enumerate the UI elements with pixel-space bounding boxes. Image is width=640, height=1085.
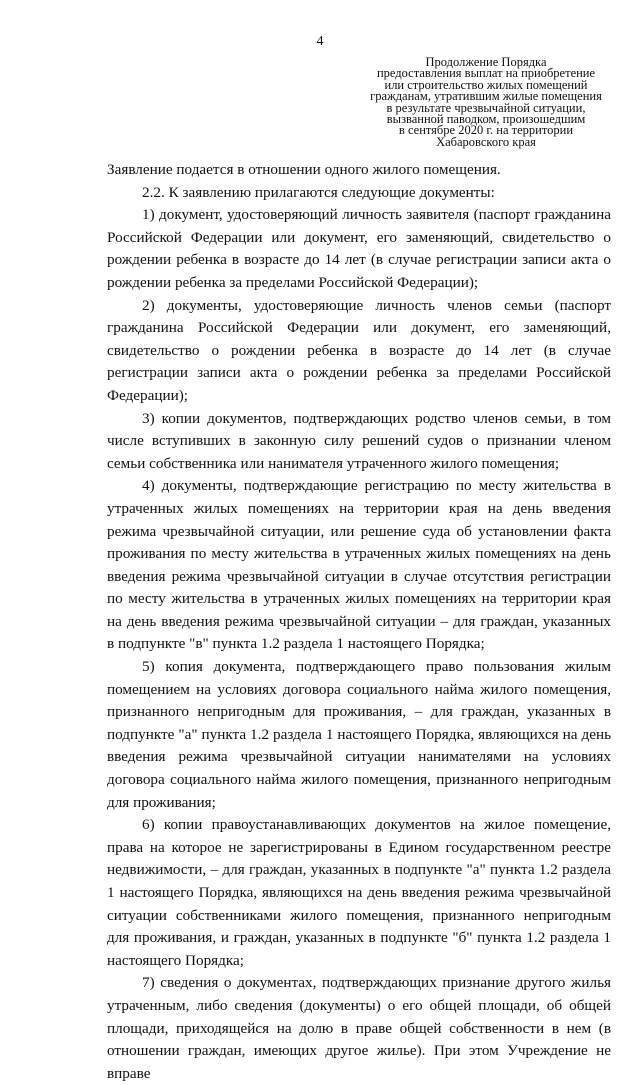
paragraph-item-5: 5) копия документа, подтверждающего право пользования жилым помещением на условиях договора социального найма жилого помещения, признанного непригодным для проживания, – для граждан, указанных в подпункте "а" пункта 1.2 раздела 1 настоящего Порядка, являющихся на день введения режима чрезвычайной ситуации нанимателями на условиях договора социального найма жилого помещения, признанного непригодным для проживания;	[107, 658, 611, 811]
page-number: 4	[316, 34, 324, 49]
header-line: вызванной паводком, произошедшим	[386, 112, 586, 127]
paragraph-item-2: 2) документы, удостоверяющие личность членов семьи (паспорт гражданина Российской Федерации или документ, его заменяющий, свидетельство о рождении ребенка в возрасте до 14 лет (в случае регистрации записи акта о рождении ребенка за пределами Российской Федерации);	[107, 296, 611, 404]
paragraph-item-4: 4) документы, подтверждающие регистрацию по месту жительства в утраченных жилых помещениях на территории края на день введения режима чрезвычайной ситуации, или решение суда об установлении факта проживания по месту жительства в утраченных жилых помещениях на день введения режима чрезвычайной ситуации в случае отсутствия регистрации по месту жительства в утраченных жилых помещениях на территории края на день введения режима чрезвычайной ситуации – для граждан, указанных в подпункте "в" пункта 1.2 раздела 1 настоящего Порядка;	[107, 477, 611, 653]
paragraph-item-6: 6) копии правоустанавливающих документов на жилое помещение, права на которое не зарегистрированы в Едином государственном реестре недвижимости, – для граждан, указанных в подпункте "а" пункта 1.2 раздела 1 настоящего Порядка, являющихся на день введения режима чрезвычайной ситуации собственниками жилого помещения, признанного непригодным для проживания, и граждан, указанных в подпункте "б" пункта 1.2 раздела 1 настоящего Порядка;	[107, 816, 611, 969]
continuation-header	[368, 57, 604, 148]
paragraph-item-7: 7) сведения о документах, подтверждающих признание другого жилья утраченным, либо сведения (документы) о его общей площади, об общей площади, приходящейся на долю в праве общей собственности в нем (в отношении граждан, имеющих другое жилье). При этом Учреждение не вправе	[107, 974, 611, 1082]
header-line: предоставления выплат на приобретение	[376, 66, 596, 81]
header-line: Продолжение Порядка	[425, 55, 547, 69]
header-line: Хабаровского края	[436, 134, 536, 149]
paragraph-item-3: 3) копии документов, подтверждающих родство членов семьи, в том числе вступивших в законную силу решений судов о признании членом семьи собственника или нанимателя утраченного жилого помещения;	[107, 409, 611, 472]
header-line: гражданам, утратившим жилые помещения	[370, 89, 602, 104]
paragraph-item-1: 1) документ, удостоверяющий личность заявителя (паспорт гражданина Российской Федерации или документ, его заменяющий, свидетельство о рождении ребенка в возрасте до 14 лет (в случае регистрации записи акта о рождении ребенка за пределами Российской Федерации);	[107, 206, 611, 291]
header-line: в результате чрезвычайной ситуации,	[386, 100, 586, 115]
document-body	[107, 159, 611, 1085]
paragraph-intro: Заявление подается в отношении одного жилого помещения.	[107, 161, 501, 178]
header-line: или строительство жилых помещений	[384, 77, 588, 92]
header-line: в сентябре 2020 г. на территории	[398, 123, 574, 138]
paragraph-section-2-2: 2.2. К заявлению прилагаются следующие документы:	[142, 183, 495, 201]
